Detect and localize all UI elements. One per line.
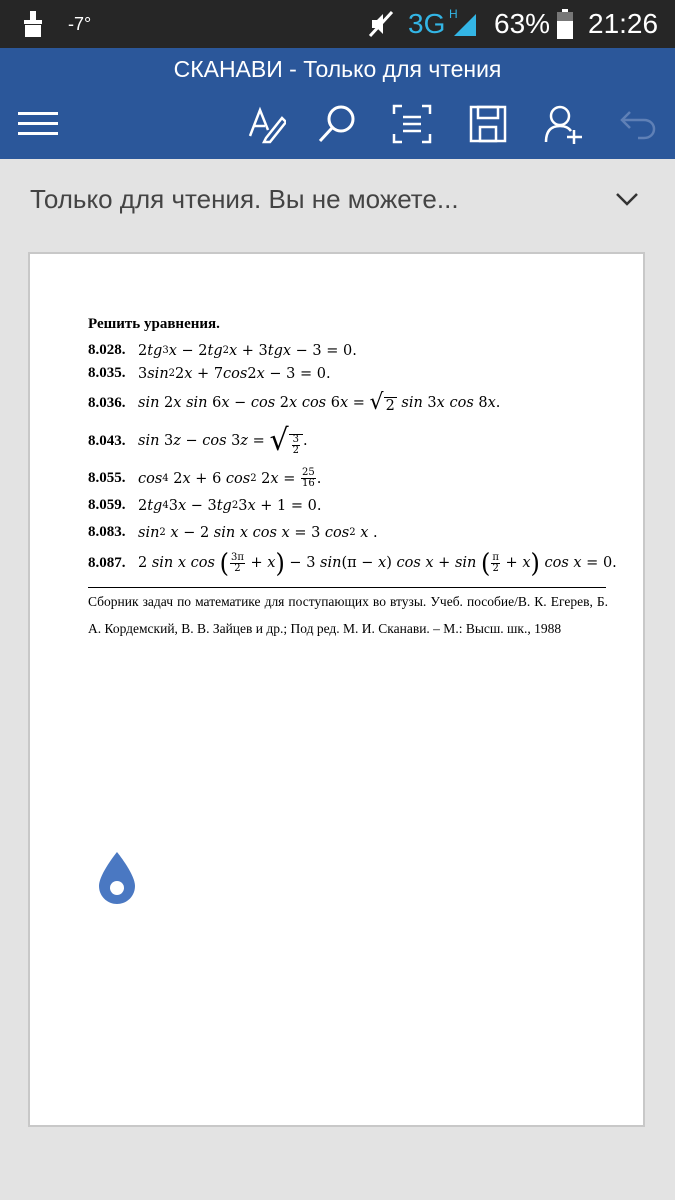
bibliography-reference: Сборник задач по математике для поступающих во втузы. Учеб. пособие/В. К. Егерев, Б. А. Кордемский, В. В. Зайцев и др.; Под ред. М. И. Сканави. – М.: Высш. шк., 1988 (88, 594, 608, 636)
cleaner-icon (22, 0, 44, 48)
undo-button[interactable] (614, 100, 662, 148)
document-title: СКАНАВИ - Только для чтения (173, 56, 502, 82)
network-type: 3G (408, 8, 446, 39)
reading-view-icon (392, 104, 432, 144)
status-bar (0, 0, 675, 48)
problem-number: 8.059. (88, 497, 126, 513)
read-only-message: Только для чтения. Вы не можете... (30, 184, 459, 214)
network-sup: H (449, 7, 458, 21)
problem-number: 8.036. (88, 394, 126, 411)
share-button[interactable] (540, 100, 588, 148)
problem-row (88, 392, 608, 414)
problem-number: 8.043. (88, 432, 126, 449)
problem-row (88, 524, 608, 541)
problem-row (88, 365, 608, 382)
problem-number: 8.083. (88, 524, 126, 540)
app-bar (0, 48, 675, 159)
equation: 2 tg 4 3 x − 3 tg 2 3 x + 1 = 0. (138, 497, 322, 514)
problem-row (88, 547, 617, 579)
document-page[interactable] (28, 252, 645, 1127)
problem-number: 8.028. (88, 342, 126, 358)
document-content (88, 312, 617, 642)
hamburger-icon (18, 111, 58, 137)
equation: 2 sin x cos ( $\frac{3\pi}{2}$ + x ) − 3 sin (π − x ) cos x + sin ( $\frac{\pi}{2}$ + x ) cos x = 0. (138, 547, 617, 579)
equation: 2 tg 3 x − 2 tg 2 x + 3 tgx − 3 = 0. (138, 342, 357, 359)
equation: 3 sin 2 2 x + 7 cos 2 x − 3 = 0. (138, 365, 331, 382)
text-format-icon (246, 104, 286, 144)
document-heading: Решить уравнения. (88, 316, 220, 332)
problem-row (88, 423, 608, 458)
save-icon (469, 105, 507, 143)
clock: 21:26 (588, 8, 659, 39)
equation: cos 4 2 x + 6 cos 2 2 x = $\frac{25}{16}$ . (138, 467, 322, 489)
problem-number: 8.035. (88, 365, 126, 381)
search-button[interactable] (313, 100, 361, 148)
save-button[interactable] (464, 100, 512, 148)
search-icon (317, 104, 357, 144)
read-only-banner[interactable] (0, 159, 675, 239)
equation: sin 3 z − cos 3 z = √ $\frac{3}{2}$ . (138, 423, 308, 458)
problem-number: 8.087. (88, 554, 126, 571)
battery-percent: 63% (494, 8, 551, 39)
temperature: -7° (68, 13, 92, 34)
mute-icon (368, 0, 394, 48)
reading-view-button[interactable] (388, 100, 436, 148)
format-button[interactable] (242, 100, 290, 148)
signal-icon (452, 0, 478, 48)
add-person-icon (544, 104, 584, 144)
problem-row (88, 468, 608, 489)
expand-banner-button[interactable] (603, 175, 651, 223)
problem-row (88, 342, 608, 359)
menu-button[interactable] (14, 100, 62, 148)
problem-row (88, 497, 608, 514)
equation: sin 2 x − 2 sin x cos x = 3 cos 2 x . (138, 524, 378, 541)
undo-icon (620, 108, 656, 140)
cursor-handle-icon[interactable] (97, 850, 137, 906)
chevron-down-icon (616, 192, 638, 206)
problem-number: 8.055. (88, 470, 126, 486)
equation: sin 2 x sin 6 x − cos 2 x cos 6 x = √ 2 sin 3 x cos 8 x . (138, 390, 501, 415)
battery-icon (556, 0, 574, 48)
